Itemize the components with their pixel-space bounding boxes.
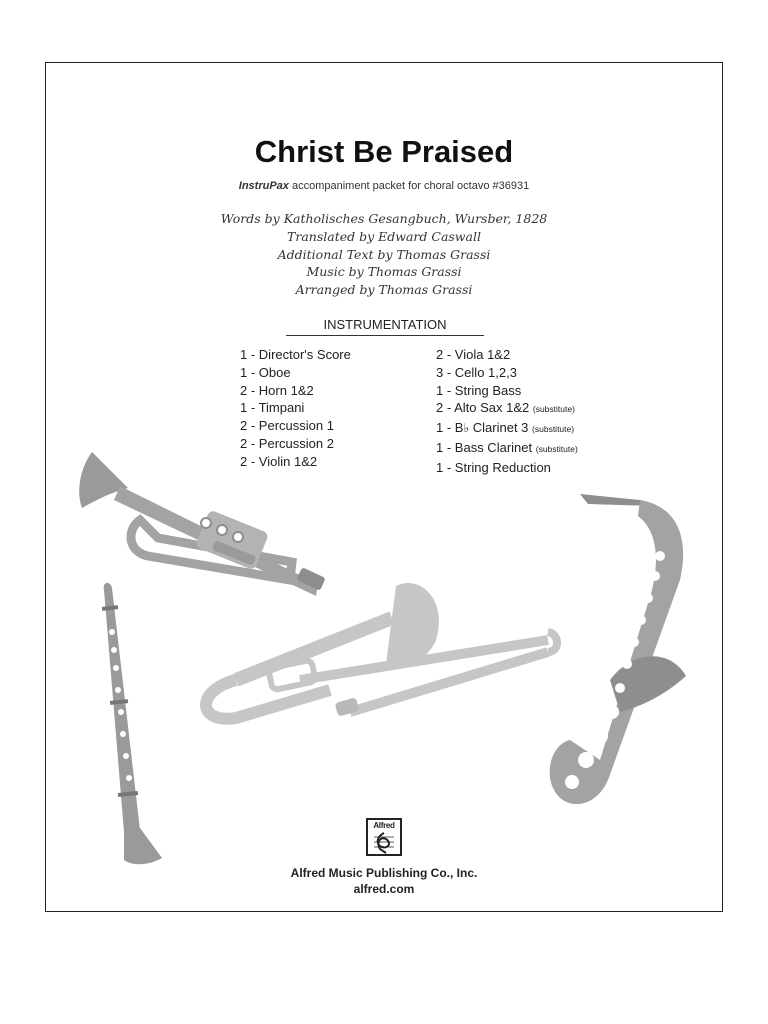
alfred-logo — [366, 818, 402, 856]
credit-translation: Translated by Edward Caswall — [287, 228, 481, 244]
logo-text: Alfred — [373, 821, 395, 830]
publisher-name: Alfred Music Publishing Co., Inc. — [290, 866, 478, 880]
trumpet-icon — [79, 452, 325, 596]
credit-additional-text: Additional Text by Thomas Grassi — [277, 246, 491, 262]
list-item: 2 - Violin 1&2 — [240, 453, 318, 469]
list-item: 1 - B♭ Clarinet 3 (substitute) — [436, 420, 575, 436]
list-item: 2 - Alto Sax 1&2 (substitute) — [436, 400, 575, 416]
list-item: 2 - Horn 1&2 — [240, 382, 314, 398]
list-item: 1 - Director's Score — [240, 347, 351, 362]
credit-arranger: Arranged by Thomas Grassi — [295, 282, 473, 298]
trombone-icon — [206, 583, 557, 719]
list-item: 1 - String Reduction — [436, 459, 551, 475]
clarinet-icon — [102, 583, 162, 864]
list-item: 1 - Oboe — [240, 364, 291, 380]
list-item: 2 - Percussion 1 — [240, 418, 334, 434]
credit-words: Words by Katholisches Gesangbuch, Wursber, 1828 — [220, 211, 548, 226]
treble-clef-icon — [368, 831, 400, 855]
list-item: 3 - Cello 1,2,3 — [436, 364, 517, 380]
list-item: 1 - Timpani — [240, 400, 305, 416]
list-item: 1 - String Bass — [436, 382, 522, 398]
list-item: 2 - Viola 1&2 — [436, 347, 511, 362]
subtitle-text: accompaniment packet for choral octavo #36931 — [288, 180, 530, 192]
instrumentation-heading: INSTRUMENTATION — [286, 317, 484, 336]
saxophone-icon — [550, 494, 686, 804]
credit-music: Music by Thomas Grassi — [306, 264, 462, 280]
list-item: 2 - Percussion 2 — [240, 435, 334, 451]
subtitle-brand: InstruPax — [238, 180, 289, 192]
list-item: 1 - Bass Clarinet (substitute) — [436, 439, 578, 455]
publisher-url: alfred.com — [353, 882, 415, 896]
page-title: Christ Be Praised — [254, 134, 514, 169]
